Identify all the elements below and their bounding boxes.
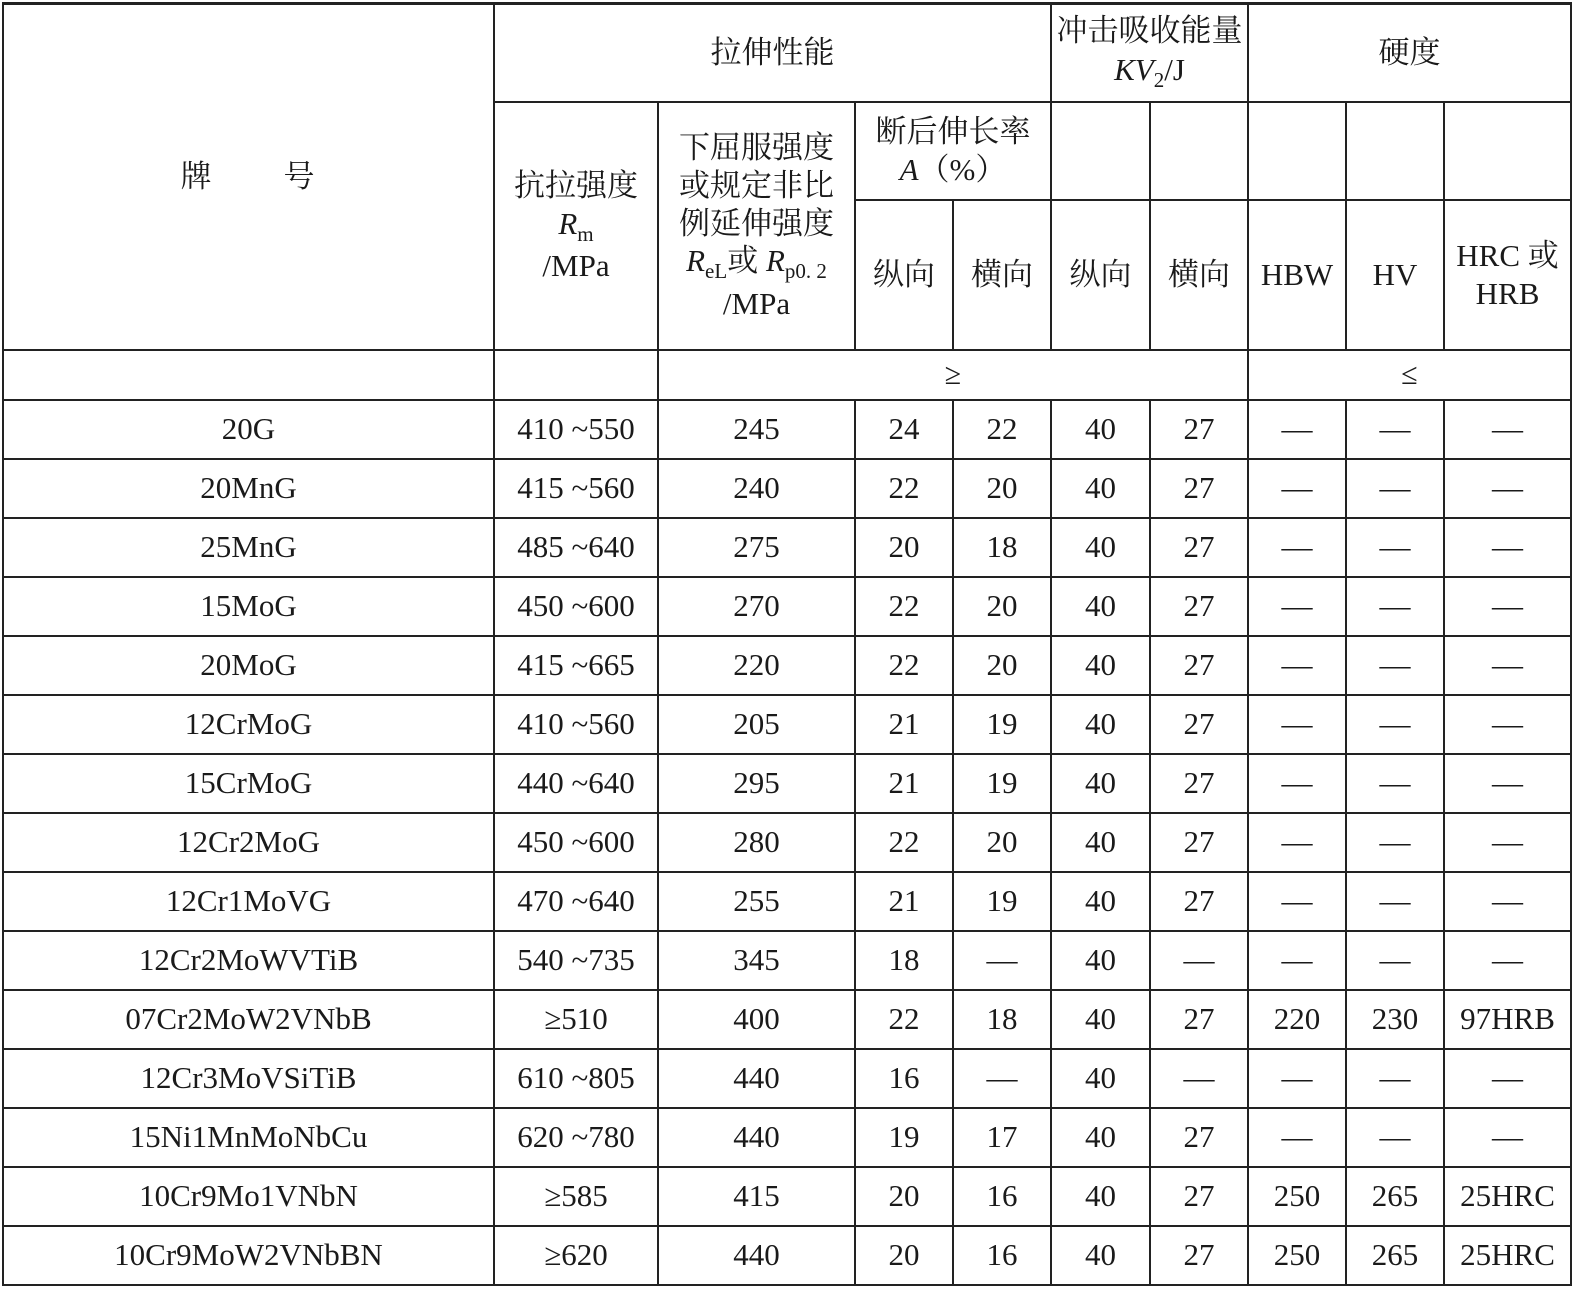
- cell-rm: 440 ~640: [494, 754, 658, 813]
- cell-kv-t: 27: [1150, 754, 1248, 813]
- cell-hrc: —: [1444, 695, 1571, 754]
- cell-hv: 230: [1346, 990, 1444, 1049]
- table-row: [3, 813, 1571, 872]
- cell-a-t: 20: [953, 636, 1051, 695]
- cell-rel: 345: [658, 931, 855, 990]
- cell-kv-l: 40: [1051, 813, 1150, 872]
- cell-hv: —: [1346, 931, 1444, 990]
- cell-rm: 415 ~560: [494, 459, 658, 518]
- cell-kv-l: 40: [1051, 931, 1150, 990]
- cell-a-l: 22: [855, 813, 953, 872]
- cell-rm: 540 ~735: [494, 931, 658, 990]
- cell-a-t: 19: [953, 695, 1051, 754]
- cell-rm: ≥585: [494, 1167, 658, 1226]
- cell-hbw: 250: [1248, 1167, 1346, 1226]
- cell-a-l: 21: [855, 754, 953, 813]
- cell-kv-t: —: [1150, 1049, 1248, 1108]
- cell-a-t: 20: [953, 459, 1051, 518]
- cell-rm: ≥620: [494, 1226, 658, 1285]
- table-row: [3, 636, 1571, 695]
- cell-hbw: —: [1248, 459, 1346, 518]
- table-row: [3, 695, 1571, 754]
- table-row: [3, 1167, 1571, 1226]
- cell-kv-t: 27: [1150, 1167, 1248, 1226]
- cell-rel: 240: [658, 459, 855, 518]
- cell-hrc: —: [1444, 1049, 1571, 1108]
- cell-a-l: 22: [855, 577, 953, 636]
- cell-a-t: 16: [953, 1167, 1051, 1226]
- cell-kv-l: 40: [1051, 400, 1150, 459]
- table-row: [3, 1049, 1571, 1108]
- min-sign: ≥: [658, 350, 1248, 400]
- cell-hbw: —: [1248, 1049, 1346, 1108]
- cell-grade: 12Cr2MoG: [3, 813, 494, 872]
- table-row: [3, 577, 1571, 636]
- cell-rel: 270: [658, 577, 855, 636]
- elongation-header: 断后伸长率 A（%）: [855, 102, 1051, 200]
- cell-a-t: 16: [953, 1226, 1051, 1285]
- max-sign: ≤: [1248, 350, 1571, 400]
- impact-longitudinal-header: 纵向: [1051, 200, 1150, 350]
- cell-hrc: —: [1444, 518, 1571, 577]
- cell-kv-l: 40: [1051, 459, 1150, 518]
- cell-a-l: 20: [855, 1167, 953, 1226]
- cell-rm: 410 ~550: [494, 400, 658, 459]
- cell-hv: 265: [1346, 1167, 1444, 1226]
- cell-a-t: 18: [953, 990, 1051, 1049]
- cell-kv-t: —: [1150, 931, 1248, 990]
- hardness-blank-3: [1444, 102, 1571, 200]
- cell-grade: 20MoG: [3, 636, 494, 695]
- cell-hrc: 97HRB: [1444, 990, 1571, 1049]
- cell-kv-l: 40: [1051, 518, 1150, 577]
- hrc-header: HRC 或 HRB: [1444, 200, 1571, 350]
- cell-grade: 10Cr9Mo1VNbN: [3, 1167, 494, 1226]
- cell-hbw: 250: [1248, 1226, 1346, 1285]
- cell-grade: 12Cr1MoVG: [3, 872, 494, 931]
- elong-transverse-header: 横向: [953, 200, 1051, 350]
- tensile-strength-header: 抗拉强度 $R_m$ /MPa: [494, 102, 658, 350]
- yield-strength-header: 下屈服强度 或规定非比 例延伸强度 $R_{eL}$或 $R_{p0. 2}$ /MPa: [658, 102, 855, 350]
- cell-a-l: 16: [855, 1049, 953, 1108]
- cell-rel: 440: [658, 1226, 855, 1285]
- cell-hrc: 25HRC: [1444, 1167, 1571, 1226]
- cell-kv-l: 40: [1051, 636, 1150, 695]
- cell-hrc: —: [1444, 872, 1571, 931]
- cell-a-t: 17: [953, 1108, 1051, 1167]
- cell-a-l: 20: [855, 1226, 953, 1285]
- cell-kv-t: 27: [1150, 459, 1248, 518]
- cell-hv: —: [1346, 518, 1444, 577]
- cell-rm: 450 ~600: [494, 577, 658, 636]
- cell-rel: 440: [658, 1108, 855, 1167]
- rm-limit-blank: [494, 350, 658, 400]
- cell-rel: 440: [658, 1049, 855, 1108]
- hardness-header: 硬度: [1248, 4, 1571, 103]
- impact-transverse-header: 横向: [1150, 200, 1248, 350]
- cell-hv: —: [1346, 754, 1444, 813]
- cell-a-l: 18: [855, 931, 953, 990]
- cell-a-l: 24: [855, 400, 953, 459]
- table-row: [3, 518, 1571, 577]
- cell-a-t: 19: [953, 754, 1051, 813]
- cell-rm: 485 ~640: [494, 518, 658, 577]
- cell-hbw: —: [1248, 1108, 1346, 1167]
- cell-rel: 255: [658, 872, 855, 931]
- table-row: [3, 931, 1571, 990]
- cell-hrc: —: [1444, 636, 1571, 695]
- tensile-header: 拉伸性能: [494, 4, 1051, 103]
- cell-rel: 275: [658, 518, 855, 577]
- hardness-blank-2: [1346, 102, 1444, 200]
- cell-hv: —: [1346, 695, 1444, 754]
- cell-rm: 410 ~560: [494, 695, 658, 754]
- cell-kv-t: 27: [1150, 577, 1248, 636]
- cell-kv-t: 27: [1150, 990, 1248, 1049]
- cell-a-l: 21: [855, 872, 953, 931]
- cell-grade: 15CrMoG: [3, 754, 494, 813]
- impact-blank-2: [1150, 102, 1248, 200]
- cell-kv-l: 40: [1051, 754, 1150, 813]
- cell-hv: —: [1346, 1049, 1444, 1108]
- cell-hbw: —: [1248, 695, 1346, 754]
- cell-hv: —: [1346, 872, 1444, 931]
- properties-table: [2, 2, 1572, 1286]
- cell-a-l: 22: [855, 636, 953, 695]
- hardness-blank-1: [1248, 102, 1346, 200]
- impact-blank-1: [1051, 102, 1150, 200]
- table-row: [3, 1108, 1571, 1167]
- cell-grade: 15MoG: [3, 577, 494, 636]
- table-row: [3, 872, 1571, 931]
- cell-hrc: —: [1444, 754, 1571, 813]
- cell-hrc: —: [1444, 813, 1571, 872]
- cell-a-t: 18: [953, 518, 1051, 577]
- cell-hrc: 25HRC: [1444, 1226, 1571, 1285]
- cell-rel: 220: [658, 636, 855, 695]
- hbw-header: HBW: [1248, 200, 1346, 350]
- cell-rel: 280: [658, 813, 855, 872]
- elong-longitudinal-header: 纵向: [855, 200, 953, 350]
- cell-hbw: —: [1248, 813, 1346, 872]
- cell-kv-t: 27: [1150, 1226, 1248, 1285]
- cell-rm: 450 ~600: [494, 813, 658, 872]
- grade-header: 牌 号: [3, 4, 494, 351]
- cell-rel: 245: [658, 400, 855, 459]
- cell-kv-t: 27: [1150, 872, 1248, 931]
- cell-rm: 620 ~780: [494, 1108, 658, 1167]
- table-row: [3, 400, 1571, 459]
- cell-grade: 07Cr2MoW2VNbB: [3, 990, 494, 1049]
- cell-rm: 470 ~640: [494, 872, 658, 931]
- cell-kv-l: 40: [1051, 990, 1150, 1049]
- cell-a-t: 22: [953, 400, 1051, 459]
- table-row: [3, 990, 1571, 1049]
- grade-limit-blank: [3, 350, 494, 400]
- table-row: [3, 1226, 1571, 1285]
- cell-hbw: 220: [1248, 990, 1346, 1049]
- cell-hbw: —: [1248, 754, 1346, 813]
- table-row: [3, 459, 1571, 518]
- cell-rm: 610 ~805: [494, 1049, 658, 1108]
- cell-grade: 12Cr3MoVSiTiB: [3, 1049, 494, 1108]
- hv-header: HV: [1346, 200, 1444, 350]
- cell-kv-t: 27: [1150, 1108, 1248, 1167]
- cell-kv-l: 40: [1051, 1049, 1150, 1108]
- cell-kv-t: 27: [1150, 695, 1248, 754]
- cell-hbw: —: [1248, 400, 1346, 459]
- cell-a-t: 19: [953, 872, 1051, 931]
- cell-hbw: —: [1248, 931, 1346, 990]
- cell-a-l: 20: [855, 518, 953, 577]
- cell-kv-t: 27: [1150, 400, 1248, 459]
- cell-hrc: —: [1444, 459, 1571, 518]
- cell-a-l: 19: [855, 1108, 953, 1167]
- table-row: [3, 754, 1571, 813]
- cell-kv-l: 40: [1051, 577, 1150, 636]
- cell-rel: 415: [658, 1167, 855, 1226]
- cell-hbw: —: [1248, 518, 1346, 577]
- cell-hv: —: [1346, 459, 1444, 518]
- cell-hv: —: [1346, 400, 1444, 459]
- cell-hv: —: [1346, 636, 1444, 695]
- cell-hbw: —: [1248, 872, 1346, 931]
- cell-hv: —: [1346, 1108, 1444, 1167]
- cell-rel: 400: [658, 990, 855, 1049]
- cell-grade: 10Cr9MoW2VNbBN: [3, 1226, 494, 1285]
- cell-hbw: —: [1248, 636, 1346, 695]
- cell-hv: —: [1346, 577, 1444, 636]
- cell-a-t: 20: [953, 577, 1051, 636]
- cell-kv-l: 40: [1051, 1226, 1150, 1285]
- cell-kv-t: 27: [1150, 518, 1248, 577]
- cell-kv-l: 40: [1051, 872, 1150, 931]
- cell-hrc: —: [1444, 577, 1571, 636]
- impact-header: 冲击吸收能量 $KV_2/J$: [1051, 4, 1248, 103]
- cell-grade: 12Cr2MoWVTiB: [3, 931, 494, 990]
- cell-a-t: 20: [953, 813, 1051, 872]
- cell-kv-l: 40: [1051, 1108, 1150, 1167]
- cell-rel: 295: [658, 754, 855, 813]
- cell-a-l: 22: [855, 459, 953, 518]
- cell-hv: —: [1346, 813, 1444, 872]
- cell-grade: 15Ni1MnMoNbCu: [3, 1108, 494, 1167]
- cell-rel: 205: [658, 695, 855, 754]
- cell-rm: ≥510: [494, 990, 658, 1049]
- cell-grade: 12CrMoG: [3, 695, 494, 754]
- cell-kv-t: 27: [1150, 636, 1248, 695]
- cell-kv-t: 27: [1150, 813, 1248, 872]
- cell-grade: 20MnG: [3, 459, 494, 518]
- cell-a-t: —: [953, 931, 1051, 990]
- cell-hrc: —: [1444, 931, 1571, 990]
- cell-kv-l: 40: [1051, 695, 1150, 754]
- cell-kv-l: 40: [1051, 1167, 1150, 1226]
- cell-hbw: —: [1248, 577, 1346, 636]
- cell-hrc: —: [1444, 1108, 1571, 1167]
- cell-hrc: —: [1444, 400, 1571, 459]
- cell-a-t: —: [953, 1049, 1051, 1108]
- cell-grade: 25MnG: [3, 518, 494, 577]
- cell-rm: 415 ~665: [494, 636, 658, 695]
- cell-a-l: 22: [855, 990, 953, 1049]
- cell-grade: 20G: [3, 400, 494, 459]
- cell-a-l: 21: [855, 695, 953, 754]
- cell-hv: 265: [1346, 1226, 1444, 1285]
